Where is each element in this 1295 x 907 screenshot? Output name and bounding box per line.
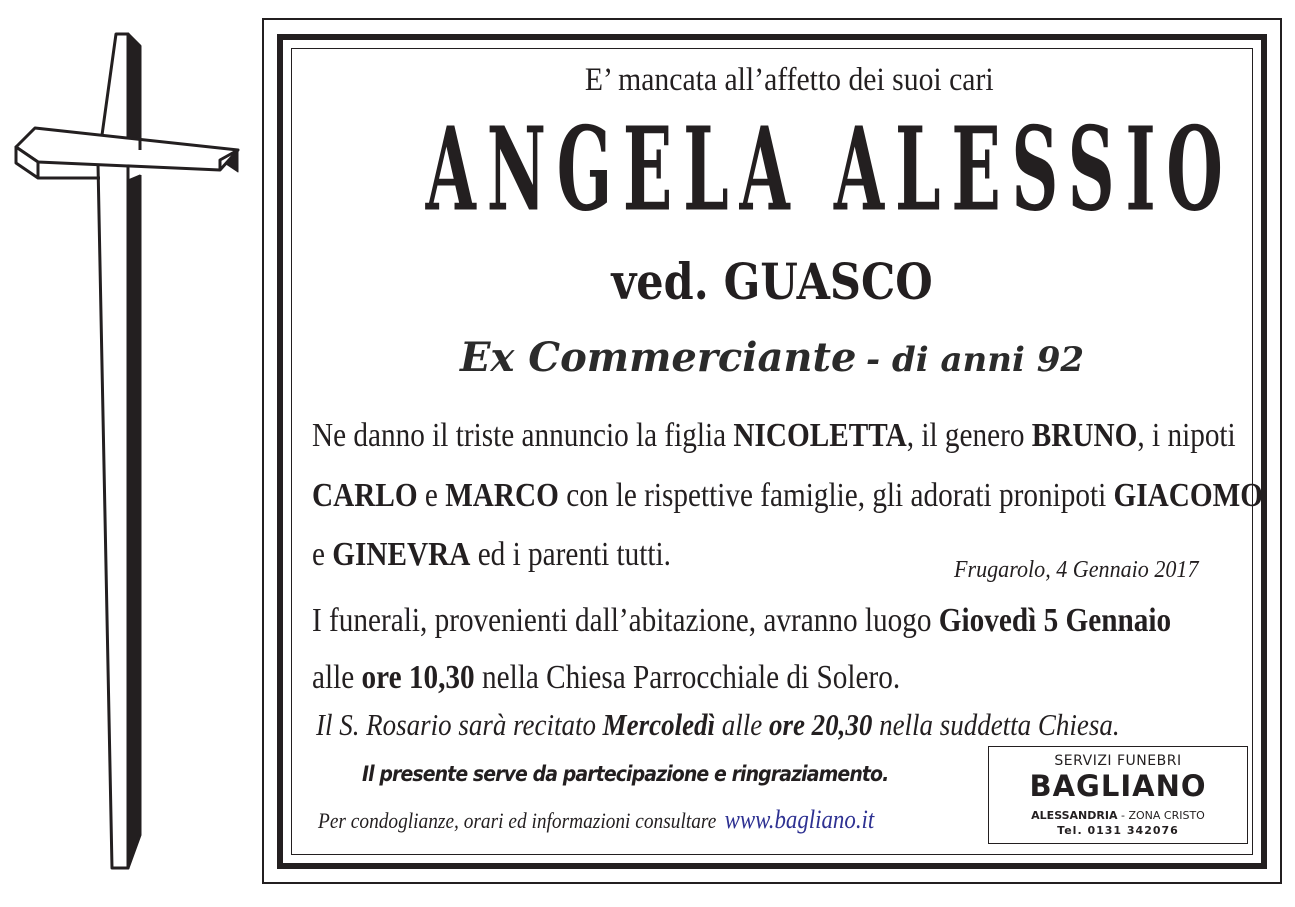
married-name: ved. GUASCO [611,252,933,311]
condolence-line: Per condoglianze, orari ed informazioni consultare www.bagliano.it [318,805,875,834]
funeral-date: Giovedì 5 Gennaio [938,602,1172,639]
rosary-time: ore 20,30 [768,707,873,742]
agency-box [988,746,1248,844]
family-line-2: CARLO e MARCO con le rispettive famiglie, gli adorati pronipoti GIACOMO [312,477,1263,514]
age: - di anni 92 [866,340,1085,380]
website-link[interactable]: www.bagliano.it [724,805,875,834]
rosary-day: Mercoledì [602,707,716,742]
cross-icon [0,0,260,907]
son-in-law-name: BRUNO [1031,417,1138,454]
agency-phone: Tel. 0131 342076 [1057,824,1179,837]
deceased-name: ANGELA ALESSIO [425,102,1234,238]
family-line-3: e GINEVRA ed i parenti tutti. [312,536,671,573]
agency-name: BAGLIANO [1029,769,1207,803]
funeral-line-2: alle ore 10,30 nella Chiesa Parrocchiale di Solero. [312,659,901,696]
agency-address: ALESSANDRIA - ZONA CRISTO [1031,809,1205,822]
funeral-line-1: I funerali, provenienti dall’abitazione, avranno luogo Giovedì 5 Gennaio [312,602,1172,639]
daughter-name: NICOLETTA [733,417,907,454]
great-grandson-name: GIACOMO [1113,477,1263,514]
great-granddaughter-name: GINEVRA [332,536,471,573]
thanks-line: Il presente serve da partecipazione e ringraziamento. [362,762,889,786]
place-date: Frugarolo, 4 Gennaio 2017 [954,557,1199,583]
agency-tagline: SERVIZI FUNEBRI [1054,753,1182,769]
grandson-name-1: CARLO [312,477,418,514]
funeral-time: ore 10,30 [361,659,475,696]
intro-line: E’ mancata all’affetto dei suoi cari [584,62,994,98]
rosary-line: Il S. Rosario sarà recitato Mercoledì alle ore 20,30 nella suddetta Chiesa. [316,707,1120,742]
profession-line [291,334,1253,381]
profession: Ex Commerciante [459,334,857,381]
family-line-1: Ne danno il triste annuncio la figlia NICOLETTA, il genero BRUNO, i nipoti [312,417,1236,454]
grandson-name-2: MARCO [445,477,559,514]
